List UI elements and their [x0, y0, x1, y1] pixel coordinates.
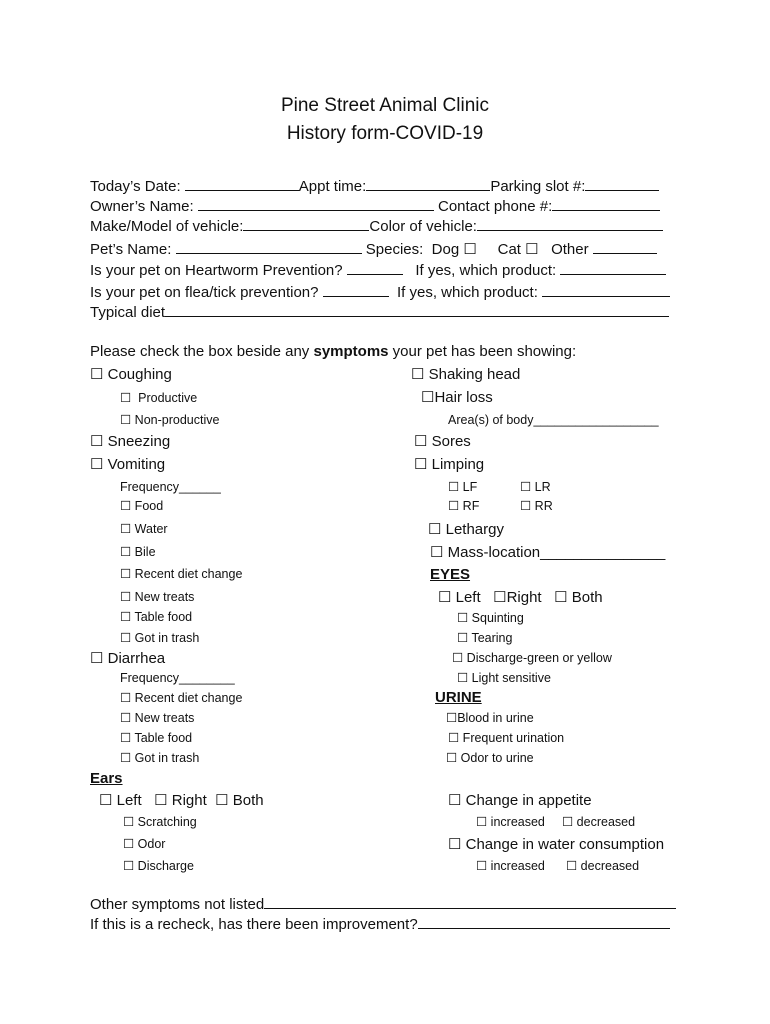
owners-name-label: Owner’s Name:: [90, 198, 194, 215]
make-model-field[interactable]: [243, 217, 369, 231]
contact-phone-field[interactable]: [552, 197, 660, 211]
sores-checkbox[interactable]: ☐ Sores: [414, 433, 471, 450]
form-title: Pine Street Animal Clinic: [280, 95, 490, 116]
vomiting-checkbox[interactable]: ☐ Vomiting: [90, 456, 166, 473]
todays-date-field[interactable]: [185, 177, 299, 191]
vomiting-table-food-checkbox[interactable]: ☐ Table food: [120, 610, 193, 624]
change-in-water-checkbox[interactable]: ☐ Change in water consumption: [448, 836, 665, 853]
area-of-body-field[interactable]: Area(s) of body__________________: [448, 413, 659, 427]
frequent-urination-checkbox[interactable]: ☐ Frequent urination: [448, 731, 565, 745]
diet-row: [90, 303, 669, 320]
ears-side-checkboxes[interactable]: ☐ Left ☐ Right ☐ Both: [99, 792, 264, 809]
change-in-appetite-checkbox[interactable]: ☐ Change in appetite: [448, 792, 592, 809]
symptoms-intro-bold: symptoms: [313, 343, 389, 360]
pets-name-label: Pet’s Name:: [90, 241, 172, 258]
lethargy-checkbox[interactable]: ☐ Lethargy: [428, 521, 504, 538]
eyes-side-checkboxes[interactable]: ☐ Left ☐Right ☐ Both: [438, 589, 603, 606]
appt-time-field[interactable]: [366, 177, 490, 191]
vomiting-diet-change-checkbox[interactable]: ☐ Recent diet change: [120, 567, 243, 581]
vomiting-food-checkbox[interactable]: ☐ Food: [120, 499, 164, 513]
diarrhea-trash-checkbox[interactable]: ☐ Got in trash: [120, 751, 200, 765]
limping-lr-checkbox[interactable]: ☐ LR: [520, 480, 551, 494]
color-vehicle-label: Color of vehicle:: [369, 218, 477, 235]
water-decreased-checkbox[interactable]: ☐ decreased: [566, 859, 640, 873]
heartworm-row: [90, 261, 666, 278]
vehicle-row: [90, 217, 663, 234]
diarrhea-diet-change-checkbox[interactable]: ☐ Recent diet change: [120, 691, 243, 705]
recheck-label: If this is a recheck, has there been improvement?: [90, 916, 418, 933]
limping-checkbox[interactable]: ☐ Limping: [414, 456, 485, 473]
species-other-field[interactable]: [593, 240, 657, 254]
urine-heading: URINE: [435, 689, 482, 706]
parking-slot-label: Parking slot #:: [490, 178, 586, 195]
limping-rr-checkbox[interactable]: ☐ RR: [520, 499, 553, 513]
limping-lf-checkbox[interactable]: ☐ LF: [448, 480, 478, 494]
vomiting-water-checkbox[interactable]: ☐ Water: [120, 522, 168, 536]
form-subtitle: History form-COVID-19: [286, 123, 484, 144]
other-symptoms-row: [90, 895, 676, 912]
productive-checkbox[interactable]: ☐ Productive: [120, 391, 198, 405]
mass-location-field[interactable]: ☐ Mass-location_______________: [430, 544, 666, 561]
diarrhea-frequency-field[interactable]: Frequency________: [120, 671, 235, 685]
eyes-heading: EYES: [430, 566, 471, 583]
limping-rf-checkbox[interactable]: ☐ RF: [448, 499, 480, 513]
appetite-increased-checkbox[interactable]: ☐ increased: [476, 815, 545, 829]
vomiting-trash-checkbox[interactable]: ☐ Got in trash: [120, 631, 200, 645]
heartworm-product-field[interactable]: [560, 261, 666, 275]
vomiting-frequency-field[interactable]: Frequency______: [120, 480, 221, 494]
ears-discharge-checkbox[interactable]: ☐ Discharge: [123, 859, 194, 873]
eyes-tearing-checkbox[interactable]: ☐ Tearing: [457, 631, 513, 645]
heartworm-label: Is your pet on Heartworm Prevention?: [90, 262, 343, 279]
symptoms-intro-pre: Please check the box beside any: [90, 343, 314, 360]
other-symptoms-field[interactable]: [264, 895, 676, 909]
eyes-light-sensitive-checkbox[interactable]: ☐ Light sensitive: [457, 671, 551, 685]
owner-row: [90, 197, 660, 214]
parking-slot-field[interactable]: [585, 177, 659, 191]
coughing-checkbox[interactable]: ☐ Coughing: [90, 366, 172, 383]
diarrhea-new-treats-checkbox[interactable]: ☐ New treats: [120, 711, 195, 725]
vomiting-bile-checkbox[interactable]: ☐ Bile: [120, 545, 156, 559]
pets-name-field[interactable]: [176, 240, 362, 254]
typical-diet-label: Typical diet: [90, 304, 166, 321]
odor-to-urine-checkbox[interactable]: ☐ Odor to urine: [446, 751, 534, 765]
ears-odor-checkbox[interactable]: ☐ Odor: [123, 837, 166, 851]
owners-name-field[interactable]: [198, 197, 434, 211]
shaking-head-checkbox[interactable]: ☐ Shaking head: [411, 366, 521, 383]
hair-loss-checkbox[interactable]: ☐Hair loss: [421, 389, 493, 406]
non-productive-checkbox[interactable]: ☐ Non-productive: [120, 413, 220, 427]
typical-diet-field[interactable]: [165, 303, 669, 317]
appetite-decreased-checkbox[interactable]: ☐ decreased: [562, 815, 636, 829]
flea-tick-product-label: If yes, which product:: [396, 284, 538, 301]
symptoms-intro-post: your pet has been showing:: [388, 343, 577, 360]
color-vehicle-field[interactable]: [477, 217, 663, 231]
diarrhea-checkbox[interactable]: ☐ Diarrhea: [90, 650, 166, 667]
flea-tick-label: Is your pet on flea/tick prevention?: [90, 284, 319, 301]
water-increased-checkbox[interactable]: ☐ increased: [476, 859, 545, 873]
flea-tick-field[interactable]: [323, 283, 389, 297]
todays-date-label: Today’s Date:: [90, 178, 181, 195]
flea-tick-row: [90, 283, 670, 300]
heartworm-product-label: If yes, which product:: [415, 262, 557, 279]
ears-heading: Ears: [90, 770, 123, 787]
flea-tick-product-field[interactable]: [542, 283, 670, 297]
contact-phone-label: Contact phone #:: [438, 198, 553, 215]
vomiting-new-treats-checkbox[interactable]: ☐ New treats: [120, 590, 195, 604]
todays-date-row: [90, 177, 659, 194]
eyes-discharge-checkbox[interactable]: ☐ Discharge-green or yellow: [452, 651, 612, 665]
pet-row: [90, 240, 657, 257]
ears-scratching-checkbox[interactable]: ☐ Scratching: [123, 815, 197, 829]
diarrhea-table-food-checkbox[interactable]: ☐ Table food: [120, 731, 193, 745]
appt-time-label: Appt time:: [298, 178, 367, 195]
recheck-row: [90, 915, 670, 932]
recheck-field[interactable]: [418, 915, 670, 929]
make-model-label: Make/Model of vehicle:: [90, 218, 244, 235]
eyes-squinting-checkbox[interactable]: ☐ Squinting: [457, 611, 524, 625]
other-symptoms-label: Other symptoms not listed: [90, 896, 265, 913]
symptoms-intro: [90, 344, 576, 359]
sneezing-checkbox[interactable]: ☐ Sneezing: [90, 433, 171, 450]
heartworm-field[interactable]: [347, 261, 403, 275]
species-label: Species: Dog ☐ Cat ☐ Other: [365, 241, 589, 258]
blood-in-urine-checkbox[interactable]: ☐Blood in urine: [446, 711, 534, 725]
